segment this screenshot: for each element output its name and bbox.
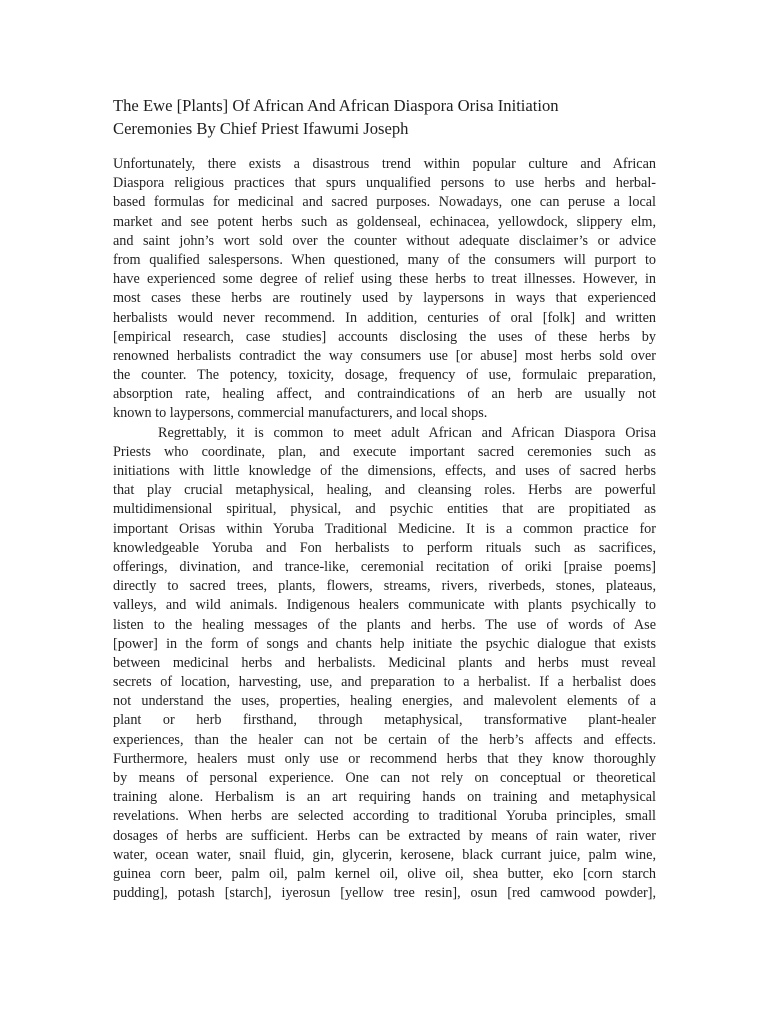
text-line: guinea corn beer, palm oil, palm kernel oil, olive oil, shea butter, eko [corn starch xyxy=(113,865,656,882)
text-line: important Orisas within Yoruba Traditional Medicine. It is a common practice for xyxy=(113,520,656,537)
text-line: Unfortunately, there exists a disastrous trend within popular culture and African xyxy=(113,156,656,172)
text-line: Diaspora religious practices that spurs unqualified persons to use herbs and herbal- xyxy=(113,175,656,192)
text-line: listen to the healing messages of the plants and herbs. The use of words of Ase xyxy=(113,616,656,633)
text-line: herbalists would never recommend. In addition, centuries of oral [folk] and written xyxy=(113,309,656,326)
text-line: offerings, divination, and trance-like, ceremonial recitation of oriki [praise poems] xyxy=(113,558,656,575)
text-line: based formulas for medicinal and sacred purposes. Nowadays, one can peruse a local xyxy=(113,194,656,211)
text-line: initiations with little knowledge of the dimensions, effects, and uses of sacred herbs xyxy=(113,463,656,479)
text-line: known to laypersons, commercial manufacturers, and local shops. xyxy=(113,405,488,422)
text-line: Furthermore, healers must only use or recommend herbs that they know thoroughly xyxy=(113,750,656,767)
paragraph-2 xyxy=(113,424,656,904)
text-line: have experienced some degree of relief using these herbs to treat illnesses. However, in xyxy=(113,271,656,288)
title-line: The Ewe [Plants] Of African And African Diaspora Orisa Initiation xyxy=(113,96,559,115)
text-line: knowledgeable Yoruba and Fon herbalists to perform rituals such as sacrifices, xyxy=(113,539,656,556)
text-line: from qualified salespersons. When questioned, many of the consumers will purport to xyxy=(113,251,656,268)
text-line: by means of personal experience. One can not rely on conceptual or theoretical xyxy=(113,770,656,786)
text-line: market and see potent herbs such as goldenseal, echinacea, yellowdock, slippery elm, xyxy=(113,213,656,230)
text-line: directly to sacred trees, plants, flowers, streams, rivers, riverbeds, stones, plateaus, xyxy=(113,578,656,595)
document-body xyxy=(113,155,656,903)
text-line: not understand the uses, properties, healing energies, and malevolent elements of a xyxy=(113,693,656,710)
text-line: Regrettably, it is common to meet adult African and African Diaspora Orisa xyxy=(158,424,656,441)
text-line: revelations. When herbs are selected according to traditional Yoruba principles, small xyxy=(113,808,656,825)
text-line: [empirical research, case studies] accounts disclosing the uses of these herbs by xyxy=(113,328,656,345)
text-line: [power] in the form of songs and chants help initiate the psychic dialogue that exists xyxy=(113,635,656,652)
text-line: most cases these herbs are routinely used by laypersons in ways that experienced xyxy=(113,290,656,307)
text-line: water, ocean water, snail fluid, gin, glycerin, kerosene, black currant juice, palm wine, xyxy=(113,846,656,863)
text-line: secrets of location, harvesting, use, and preparation to a herbalist. If a herbalist does xyxy=(113,674,656,691)
text-line: that play crucial metaphysical, healing, and cleansing roles. Herbs are powerful xyxy=(113,482,656,499)
text-line: absorption rate, healing affect, and contraindications of an herb are usually not xyxy=(113,386,656,403)
text-line: training alone. Herbalism is an art requiring hands on training and metaphysical xyxy=(113,789,656,806)
text-line: the counter. The potency, toxicity, dosage, frequency of use, formulaic preparation, xyxy=(113,367,656,384)
text-line: dosages of herbs are sufficient. Herbs can be extracted by means of rain water, river xyxy=(113,827,656,844)
text-line: renowned herbalists contradict the way consumers use [or abuse] most herbs sold over xyxy=(113,347,656,364)
text-line: and saint john’s wort sold over the counter without adequate disclaimer’s or advice xyxy=(113,232,656,249)
text-line: multidimensional spiritual, physical, and psychic entities that are propitiated as xyxy=(113,501,656,518)
text-line: valleys, and wild animals. Indigenous healers communicate with plants psychically to xyxy=(113,597,656,614)
paragraph-1 xyxy=(113,155,656,424)
title-line: Ceremonies By Chief Priest Ifawumi Joseph xyxy=(113,119,409,138)
text-line: plant or herb firsthand, through metaphysical, transformative plant-healer xyxy=(113,712,656,729)
document-title xyxy=(113,94,658,140)
text-line: pudding], potash [starch], iyerosun [yellow tree resin], osun [red camwood powder], xyxy=(113,885,656,902)
text-line: experiences, than the healer can not be certain of the herb’s affects and effects. xyxy=(113,731,656,748)
text-line: Priests who coordinate, plan, and execute important sacred ceremonies such as xyxy=(113,443,656,460)
text-line: between medicinal herbs and herbalists. Medicinal plants and herbs must reveal xyxy=(113,654,656,671)
